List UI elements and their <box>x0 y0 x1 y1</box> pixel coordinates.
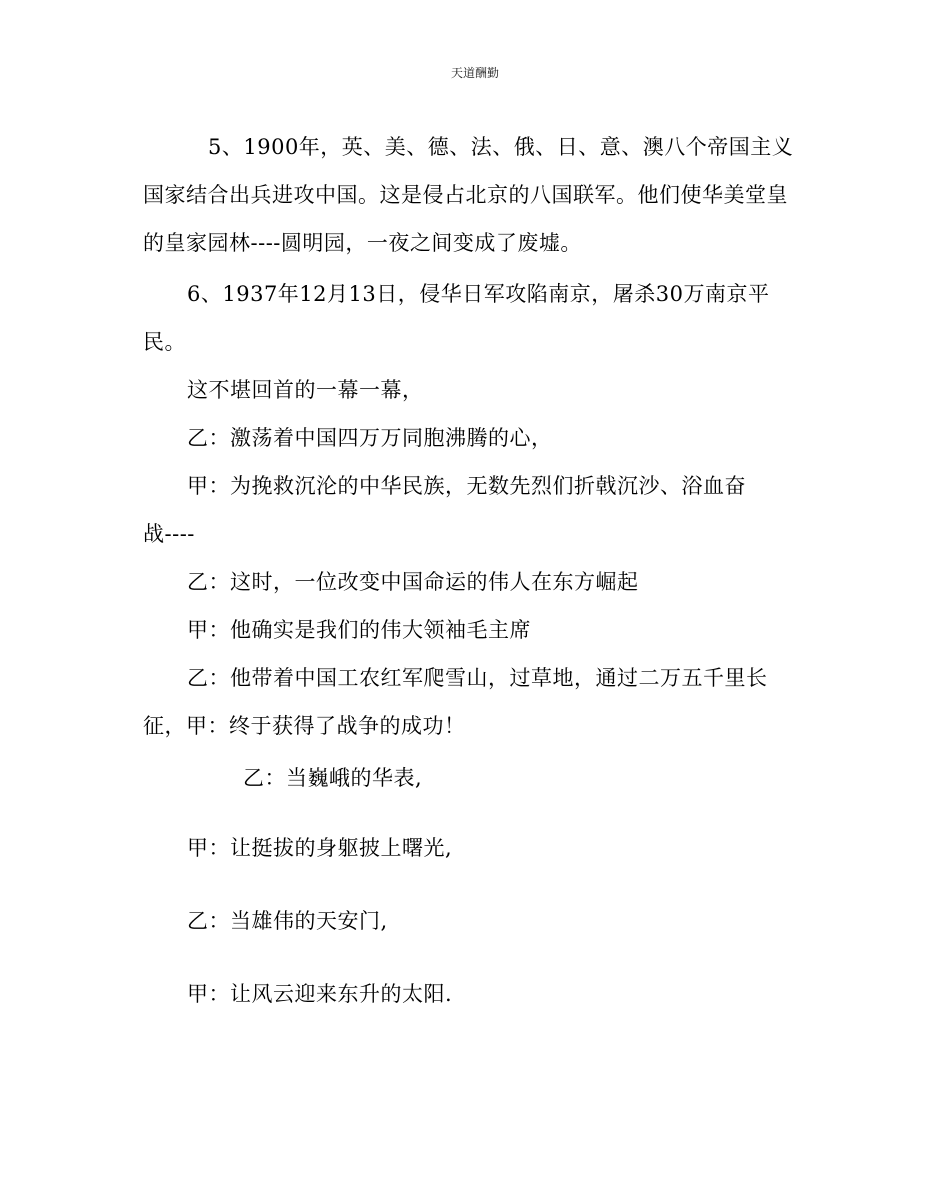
paragraph-line: 国家结合出兵进攻中国。这是侵占北京的八国联军。他们使华美堂皇 <box>143 183 788 207</box>
dialogue-line: 甲：让风云迎来东升的太阳. <box>187 982 453 1006</box>
dialogue-line: 甲：为挽救沉沦的中华民族，无数先烈们折戟沉沙、浴血奋 <box>187 474 746 498</box>
dialogue-line: 乙：这时，一位改变中国命运的伟人在东方崛起 <box>187 570 639 594</box>
dialogue-line: 乙：他带着中国工农红军爬雪山，过草地，通过二万五千里长 <box>187 666 768 690</box>
dialogue-line: 乙：激荡着中国四万万同胞沸腾的心， <box>187 426 553 450</box>
paragraph-line: 的皇家园林----圆明园，一夜之间变成了废墟。 <box>143 231 582 255</box>
paragraph-line: 这不堪回首的一幕一幕， <box>187 378 424 402</box>
dialogue-line: 甲：他确实是我们的伟大领袖毛主席 <box>187 618 531 642</box>
paragraph-line: 5、1900年，英、美、德、法、俄、日、意、澳八个帝国主义 <box>208 135 794 159</box>
dialogue-line: 甲：让挺拔的身躯披上曙光, <box>187 836 453 860</box>
paragraph-line: 民。 <box>143 330 186 354</box>
page-header: 天道酬勤 <box>450 66 499 80</box>
dialogue-line: 乙：当巍峨的华表, <box>243 766 423 790</box>
dialogue-line: 战---- <box>143 522 195 546</box>
dialogue-line: 征，甲：终于获得了战争的成功！ <box>143 714 466 738</box>
paragraph-line: 6、1937年12月13日，侵华日军攻陷南京，屠杀30万南京平 <box>187 282 770 306</box>
dialogue-line: 乙：当雄伟的天安门, <box>187 909 388 933</box>
